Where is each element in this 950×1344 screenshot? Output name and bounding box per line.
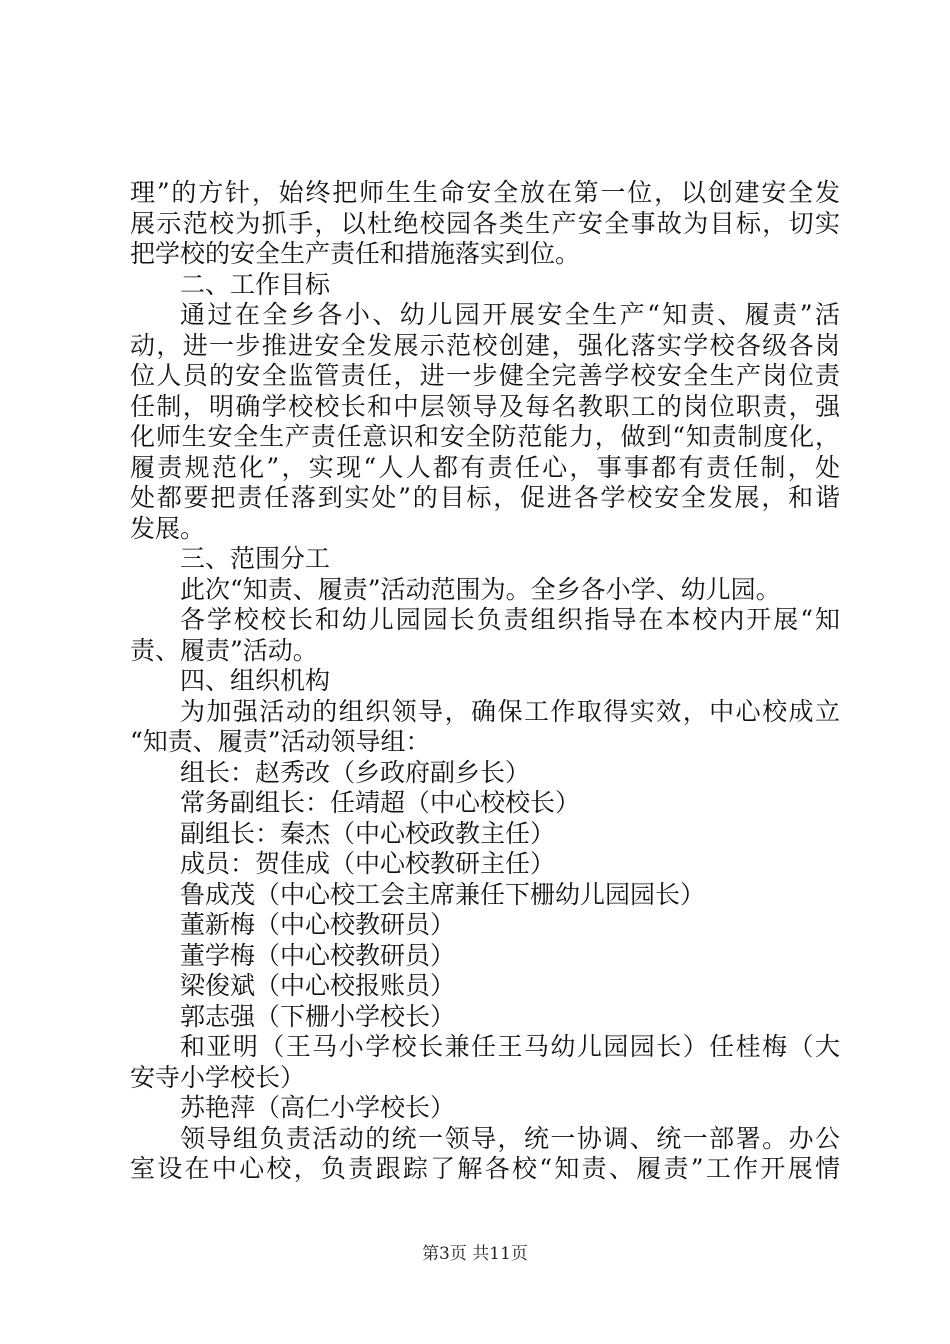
text-line: 展示范校为抓手，以杜绝校园各类生产安全事故为目标，切实 [130, 208, 840, 238]
text-line: 处都要把责任落到实处”的目标，促进各学校安全发展，和谐 [130, 483, 840, 512]
text-line: 苏艳萍（高仁小学校长） [180, 1093, 456, 1122]
text-line: 成员：贺佳成（中心校教研主任） [180, 849, 556, 878]
text-line: 梁俊斌（中心校报账员） [180, 971, 456, 1000]
text-line: 常务副组长：任靖超（中心校校长） [180, 788, 581, 817]
text-line: 履责规范化”，实现“人人都有责任心，事事都有责任制，处 [130, 452, 840, 482]
text-line: 此次“知责、履责”活动范围为。全乡各小学、幼儿园。 [180, 574, 781, 604]
text-line: 位人员的安全监管责任，进一步健全完善学校安全生产岗位责 [130, 361, 840, 390]
document-body [130, 178, 840, 1185]
text-line: 鲁成茂（中心校工会主席兼任下栅幼儿园园长） [180, 879, 706, 909]
text-line: 发展。 [130, 513, 206, 543]
text-line: 为加强活动的组织领导，确保工作取得实效，中心校成立 [180, 696, 840, 726]
text-line: 安寺小学校长） [130, 1062, 306, 1092]
text-line: 室设在中心校，负责跟踪了解各校“知责、履责”工作开展情 [130, 1154, 840, 1183]
text-line: 动，进一步推进安全发展示范校创建，强化落实学校各级各岗 [130, 330, 840, 360]
text-line: 任制，明确学校校长和中层领导及每名教职工的岗位职责，强 [130, 391, 840, 421]
text-line: 副组长：秦杰（中心校政教主任） [180, 818, 556, 848]
text-line: 责、履责”活动。 [130, 635, 318, 665]
text-line: 郭志强（下栅小学校长） [180, 1001, 456, 1031]
text-line: 董学梅（中心校教研员） [180, 940, 456, 970]
text-line: 各学校校长和幼儿园园长负责组织指导在本校内开展“知 [180, 605, 840, 634]
text-line: 董新梅（中心校教研员） [180, 910, 456, 939]
text-line: 化师生安全生产责任意识和安全防范能力，做到“知责制度化， [130, 422, 840, 451]
text-line: 四、组织机构 [180, 666, 331, 695]
page-footer: 第3页 共11页 [422, 1244, 528, 1264]
text-line: 领导组负责活动的统一领导，统一协调、统一部署。办公 [180, 1123, 840, 1153]
text-line: 和亚明（王马小学校长兼任王马幼儿园园长）任桂梅（大 [180, 1032, 840, 1061]
text-line: 三、范围分工 [180, 544, 331, 573]
text-line: 把学校的安全生产责任和措施落实到位。 [130, 239, 581, 268]
text-line: 组长：赵秀改（乡政府副乡长） [180, 757, 531, 787]
text-line: 通过在全乡各小、幼儿园开展安全生产“知责、履责”活 [180, 300, 840, 329]
text-line: 理”的方针，始终把师生生命安全放在第一位，以创建安全发 [130, 178, 840, 207]
text-line: “知责、履责”活动领导组： [130, 727, 431, 756]
text-line: 二、工作目标 [180, 269, 331, 299]
